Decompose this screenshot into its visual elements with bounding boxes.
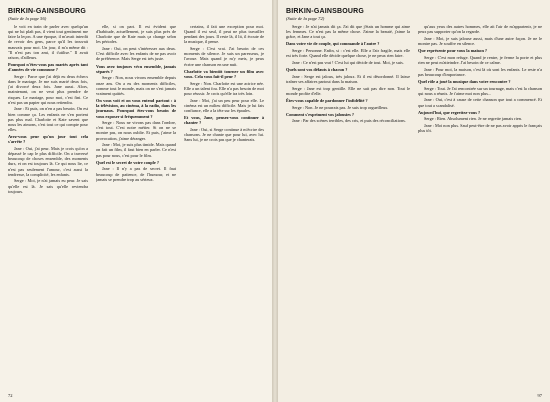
paragraph: Serge : Rien. Absolument rien. Je ne regrette jamais rien. [424, 116, 523, 122]
interview-question: Aujourd'hui, que regrettez-vous ? [418, 109, 481, 115]
paragraph: Jane : Ce n'est pas vrai ! C'est lui qui décide de tout. Moi, je suis. [292, 59, 404, 65]
interview-question: Que représente pour vous la maison ? [418, 48, 488, 54]
left-page-subtitle: (Suite de la page 56) [8, 16, 47, 21]
left-column-2 [96, 24, 176, 390]
paragraph: elle, si on part. Il est évident que d'habitude, actuellement, je suis plus près de Charlotte que de Kate mais ça change selon les périodes. [96, 24, 176, 45]
paragraph: Serge : C'est mon refuge. Quand je rentre, je ferme la porte et plus rien ne peut m'atteindre. J'ai besoin de ce calme. [418, 54, 542, 65]
interview-question: Êtes-vous capable de pardonner l'infidélité ? [286, 97, 368, 103]
left-page-title: BIRKIN-GAINSBOURG [8, 8, 87, 15]
paragraph: Jane : Il n'y a pas de secret. Il faut beaucoup de patience, de l'humour, et ne jamais se prendre trop au sérieux. [96, 166, 176, 182]
paragraph: Jane : Moi, je suis plus timide. Mais quand on fait un film, il faut bien en parler. Ce n'est pas pour nous, c'est pour le film. [96, 142, 176, 158]
interview-question: Quels sont vos défauts à chacun ? [286, 67, 348, 73]
interview-question: Dans votre vie de couple, qui commande à l'autre ? [286, 41, 380, 47]
right-column-2 [418, 24, 542, 390]
paragraph: Jane : Moi, je suis jalouse aussi, mais d'une autre façon. Je ne le montre pas. Je souffre en silence. [418, 35, 542, 46]
paragraph: Serge : Non, nous vivons ensemble depuis onze ans. On a eu des moments difficiles, comme tout le monde, mais on ne s'est jamais vraiment quittés. [96, 75, 176, 96]
paragraph: Serge : Je n'ai jamais dit ça. J'ai dit que j'étais un homme qui aime les femmes. Ce n'est pas la même chose. J'aime la beauté, j'aime la grâce, et Jane a tout ça. [286, 24, 410, 40]
paragraph: Jane : Oui, on peut s'intéresser aux deux. C'est difficile avec les enfants de ne pas avoir de préférence. Mais Serge est très juste. [96, 46, 176, 62]
interview-question: Pourquoi n'êtes-vous pas mariés après tant d'années de vie commune ? [8, 62, 88, 73]
paragraph: Jane : Moi, j'ai un peu peur pour elle. Le cinéma est un milieu difficile. Mais je lui fais confiance, elle a la tête sur les épaules. [184, 97, 264, 113]
paragraph: Serge : Non. Charlotte est une actrice née. Elle a un talent fou. Elle n'a pas besoin de moi pour réussir. Je crois qu'elle ira très loin. [184, 80, 264, 96]
paragraph: Serge : Jane est trop gentille. Elle ne sait pas dire non. Tout le monde profite d'elle. [286, 85, 410, 96]
right-column-1 [286, 24, 410, 390]
right-page-number: 97 [537, 393, 542, 398]
interview-question: Et vous, Jane, pensez-vous continuer à chanter ? [184, 115, 264, 126]
paragraph: Jane : Et puis, on n'en a pas besoin. On est bien comme ça. Les enfants ne s'en portent pas plus mal. Charlotte et Kate savent que nous les aimons, c'est tout ce qui compte pour elles. [8, 106, 88, 132]
paragraph: Jane : Moi non plus. Sauf peut-être de ne pas avoir appris le français plus tôt. [418, 123, 542, 134]
paragraph: Serge : Personne. Enfin, si : c'est elle. Elle a l'air fragile, mais elle est très forte. Quand elle décide quelque chose, je ne peux rien faire. [286, 48, 410, 59]
left-column-3 [184, 24, 264, 390]
paragraph: qu'aux yeux des autres hommes, elle ait l'air de m'appartenir, je ne peux pas supporter qu'on la regarde. [418, 24, 542, 35]
right-page-columns [286, 24, 542, 390]
paragraph: Jane : Serge est jaloux, très jaloux. Et il est désordonné. Il laisse traîner ses affaires partout dans la maison. [286, 73, 410, 84]
paragraph: le voit en train de parler avec quelqu'un qui ne lui plaît pas, il vient tout gentiment me faire la leçon. A une époque, il m'avait interdit de revoir des gens, parce qu'il les trouvait mauvais pour moi. Un jour, il m'a même dit : "Il n'est pas ton ami, il t'utilise." Il avait raison, d'ailleurs. [8, 24, 88, 60]
right-page [278, 0, 550, 402]
paragraph: Serge : Moi, je n'ai jamais eu peur. Je sais qu'elle est là. Je sais qu'elle reviendra toujours. [8, 178, 88, 194]
left-page-number: 72 [8, 393, 13, 398]
paragraph: Jane : Pour moi, la maison, c'est là où sont les enfants. Le reste n'a pas beaucoup d'importance. [418, 66, 542, 77]
paragraph: Jane : Oui, c'est à cause de cette chanson que tout a commencé. Et que tout a scandalisé. [418, 97, 542, 108]
interview-question: Charlotte va bientôt tourner un film avec vous. Cela vous fait-il peur ? [184, 68, 264, 79]
right-page-header [286, 8, 542, 21]
interview-question: Vous avez toujours vécu ensemble, jamais séparés ? [96, 63, 176, 74]
left-page-header [8, 8, 264, 21]
paragraph: Jane : Par des scènes terribles, des cris, et puis des réconciliations. [292, 118, 406, 124]
left-page [0, 0, 272, 402]
paragraph: Serge : C'est vrai. J'ai besoin de ces moments de silence. Je suis un paresseux, je l'avoue. Mais quand je m'y mets, je peux écrire une chanson en une nuit. [184, 46, 264, 67]
interview-question: Avez-vous peur qu'un jour tout cela s'arrête ? [8, 134, 88, 145]
paragraph: Serge : Tout. Je l'ai rencontrée sur un tournage, mais c'est la chanson qui nous a réunis. Je t'aime moi non plus... [418, 85, 542, 96]
left-column-1 [8, 24, 88, 390]
interview-question: Quel rôle a joué la musique dans votre rencontre ? [418, 78, 511, 84]
right-page-title: BIRKIN-GAINSBOURG [286, 8, 365, 15]
interview-question: Comment s'expriment vos jalousies ? [286, 111, 355, 117]
paragraph: certains, il fait une exception pour moi. Quand il est seul, il peut ne plus travailler pendant des jours. Il reste là, il lit, il écoute de la musique, il pense. [184, 24, 264, 45]
paragraph: Jane : Oui, j'ai peur. Mais je crois qu'on a dépassé le cap le plus difficile. On a traversé beaucoup de choses ensemble, des moments durs, et on est toujours là. Ce qui nous lie, ce n'est pas seulement l'amour, c'est aussi la tendresse, la complicité, les enfants. [8, 145, 88, 177]
paragraph: Jane : Oui, si Serge continue à m'écrire des chansons. Je ne chante que pour lui, avec lui. Sans lui, je ne crois pas que je chanterais. [184, 126, 264, 143]
paragraph: Serge : Non. Je ne pourrais pas. Je suis trop orgueilleux. [292, 104, 389, 110]
interview-question: Quel est le secret de votre couple ? [96, 159, 159, 165]
left-page-columns [8, 24, 264, 390]
paragraph: Serge : Nous ne vivons pas dans l'ombre, c'est tout. C'est notre métier. Si on ne se montre pas, on nous oublie. Et puis, j'aime la provocation, j'aime déranger. [96, 120, 176, 141]
interview-question: On vous voit et on vous entend partout : à la télévision, au cinéma, à la radio, dans les journaux. Pourquoi êtes-vous besoin de vous exposer si fréquemment ? [96, 98, 176, 119]
right-page-subtitle: (Suite de la page 72) [286, 16, 325, 21]
paragraph: Serge : Parce que j'ai déjà eu deux échecs dans le mariage. Je me suis marié deux fois, j'ai divorcé deux fois. Jane aussi. Alors, maintenant, on ne veut plus prendre de risques. Le mariage, pour moi, c'est fini. Ce n'est pas un papier qui nous retiendra. [8, 73, 88, 105]
